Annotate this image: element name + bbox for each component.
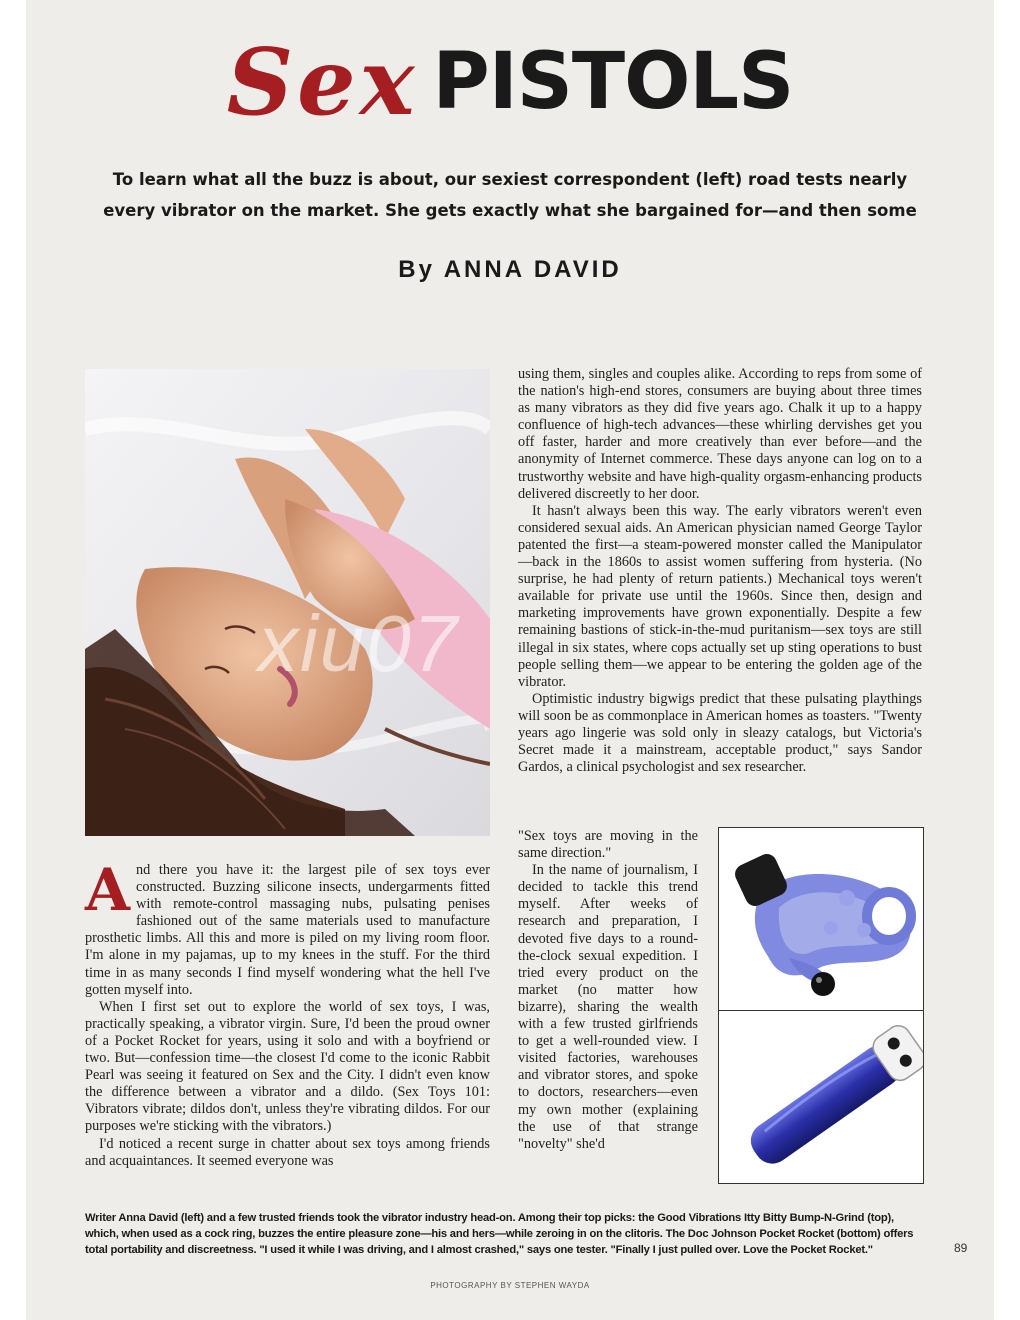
deck-subtitle: To learn what all the buzz is about, our sexiest correspondent (left) road tests nearly every vibrator on the market. She gets exactly what she bargained for—and then some [103,170,917,220]
paragraph: In the name of journalism, I decided to tackle this trend myself. After weeks of research and preparation, I devoted five days to a round-the-clock sexual expedition. I tried every product on the market (no matter how bizarre), sharing the wealth with a few trusted girlfriends to get a well-rounded view. I visited factories, warehouses and vibrator stores, and spoke to doctors, researchers—even my own mother (explaining the use of that strange "novelty" she'd [518,862,698,1152]
photo-credit: PHOTOGRAPHY BY STEPHEN WAYDA [430,1281,590,1290]
photo-caption: Writer Anna David (left) and a few trusted friends took the vibrator industry head-on. Among their top picks: the Good Vibrations Itty Bitty Bump-N-Grind (top), which, when used as a cock ring, buzzes the entire pleasure zone—his and hers—while zeroing in on the clitoris. The Doc Johnson Pocket Rocket (bottom) offers total portability and discreetness. "I used it while I was driving, and I almost crashed," says one tester. "Finally I just pulled over. Love the Pocket Rocket." [85,1212,914,1256]
paragraph: Optimistic industry bigwigs predict that these pulsating playthings will soon be as commonplace in American homes as toasters. "Twenty years ago lingerie was sold only in sleazy catalogs, but Victoria's Secret made it a mainstream, acceptable product," says Sandor Gardos, a clinical psychologist and sex researcher. [518,690,922,776]
author-photo [85,369,490,836]
byline: By ANNA DAVID [398,256,622,283]
headline [26,28,994,136]
body-column-left [85,856,490,1170]
product-photo-bump-n-grind [718,827,924,1011]
body-column-right [518,366,922,776]
author-photo-illustration [85,369,490,836]
headline-sex: Sex [226,28,419,136]
paragraph-opening [85,856,490,999]
headline-pistols: PISTOLS [432,37,794,127]
watermark: xiu07 [258,599,460,688]
paragraph: When I first set out to explore the world of sex toys, I was, practically speaking, a vibrator virgin. Sure, I'd been the proud owner of a Pocket Rocket for years, using it solo and with a boyfriend or two. But—confession time—the closest I'd come to the iconic Rabbit Pearl was seeing it featured on Sex and the City. I didn't even know the difference between a vibrator and a dildo. (Sex Toys 101: Vibrators vibrate; dildos don't, unless they're vibrating dildos. For our purposes we're sticking with the vibrators.) [85,998,490,1135]
paragraph: I'd noticed a recent surge in chatter about sex toys among friends and acquaintances. It seemed everyone was [85,1135,490,1169]
cock-ring-vibrator-illustration [719,828,923,1010]
body-column-narrow [518,828,698,1153]
paragraph: It hasn't always been this way. The early vibrators weren't even considered sexual aids. An American physician named George Taylor patented the first—a steam-powered monster called the Manipulator—back in the 1860s to assist women suffering from hysteria. (No surprise, he had plenty of return patients.) Mechanical toys weren't available for private use until the 1960s. Since then, design and marketing improvements have grown exponentially. Despite a few remaining bastions of stick-in-the-mud puritanism—sex toys are still illegal in six states, where cops actually set up sting operations to bust people selling them—we appear to be entering the golden age of the vibrator. [518,502,922,690]
paragraph-opening-text: nd there you have it: the largest pile of sex toys ever constructed. Buzzing silicone insects, undergarments fitted with remote-control massaging nubs, pulsating penises fashioned out of the same materials used to manufacture prosthetic limbs. All this and more is piled on my living room floor. I'm alone in my pajamas, up to my knees in the stuff. For the third time in as many seconds I find myself wondering what the hell I've gotten myself into. [85,862,490,998]
drop-cap: A [85,856,131,924]
pocket-rocket-illustration [719,1011,923,1183]
paragraph: "Sex toys are moving in the same direction." [518,828,698,862]
page-number: 89 [954,1241,968,1255]
product-photo-pocket-rocket [718,1010,924,1184]
magazine-page [26,0,994,1320]
paragraph: using them, singles and couples alike. According to reps from some of the nation's high-end stores, consumers are buying about three times as many vibrators as they did five years ago. Chalk it up to a happy confluence of high-tech advances—these whirling dervishes get you off faster, harder and more creatively than ever before—and the anonymity of Internet commerce. These days anyone can log on to a trustworthy website and have high-quality orgasm-enhancing products delivered discreetly to her door. [518,366,922,502]
